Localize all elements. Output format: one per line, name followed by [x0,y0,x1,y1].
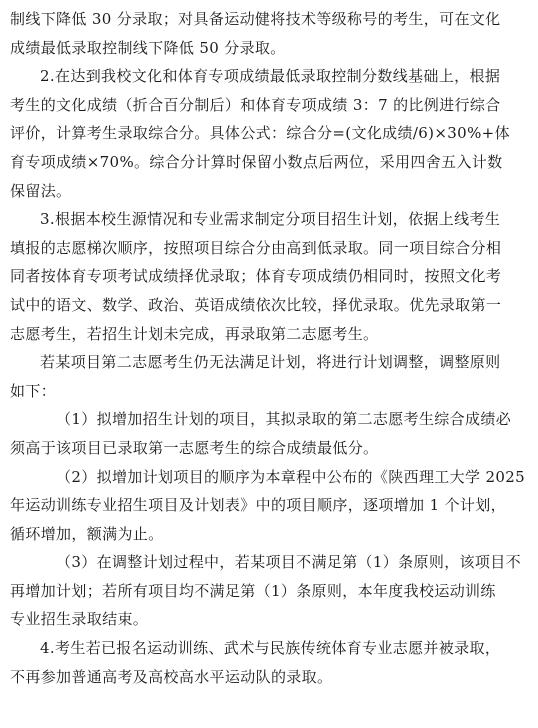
text-line: 如下： [10,381,57,400]
paragraph-rule-3 [10,205,530,348]
text-line: 若某项目第二志愿考生仍无法满足计划，将进行计划调整，调整原则 [40,353,501,372]
text-line: （1）拟增加招生计划的项目，其拟录取的第二志愿考生综合成绩必 [56,410,512,429]
paragraph-plan-adjustment [10,348,530,405]
text-line: 不再参加普通高考及高校高水平运动队的录取。 [10,667,333,686]
paragraph-rule-2 [10,62,530,205]
text-line: 须高于该项目已录取第一志愿考生的综合成绩最低分。 [10,438,379,457]
paragraph-adjustment-item-2 [10,463,530,549]
paragraph-cultural-threshold [10,5,530,62]
text-line: 4.考生若已报名运动训练、武术与民族传统体育专业志愿并被录取， [40,639,501,658]
text-line: 同者按体育专项考试成绩择优录取；体育专项成绩仍相同时，按照文化考 [10,267,502,286]
text-line: 试中的语文、数学、政治、英语成绩依次比较，择优录取。优先录取第一 [10,295,502,314]
text-line: 年运动训练专业招生项目及计划表》中的项目顺序，逐项增加 1 个计划， [10,496,506,515]
text-line: 再增加计划；若所有项目均不满足第（1）条原则，本年度我校运动训练 [10,581,496,600]
paragraph-adjustment-item-3 [10,548,530,634]
text-line: 专业招生录取结束。 [10,610,149,629]
text-line: （3）在调整计划过程中，若某项目不满足第（1）条原则，该项目不 [56,553,521,572]
text-line: 成绩最低录取控制线下降低 50 分录取。 [10,38,286,57]
text-line: 保留法。 [10,181,72,200]
text-line: （2）拟增加计划项目的顺序为本章程中公布的《陕西理工大学 2025 [56,467,526,486]
text-line: 制线下降低 30 分录取；对具备运动健将技术等级称号的考生，可在文化 [10,10,501,28]
text-line: 育专项成绩×70%。综合分计算时保留小数点后两位，采用四舍五入计数 [10,152,503,171]
text-line: 志愿考生，若招生计划未完成，再录取第二志愿考生。 [10,324,379,343]
text-line: 评价，计算考生录取综合分。具体公式：综合分=(文化成绩/6)×30%+体 [10,124,510,143]
text-line: 2.在达到我校文化和体育专项成绩最低录取控制分数线基础上，根据 [40,67,501,86]
text-line: 3.根据本校生源情况和专业需求制定分项目招生计划，依据上线考生 [40,210,501,229]
text-line: 填报的志愿梯次顺序，按照项目综合分由高到低录取。同一项目综合分相 [10,238,502,257]
text-line: 考生的文化成绩（折合百分制后）和体育专项成绩 3：7 的比例进行综合 [10,95,501,114]
text-line: 循环增加，额满为止。 [10,524,164,543]
paragraph-adjustment-item-1 [10,405,530,462]
paragraph-rule-4 [10,634,530,691]
